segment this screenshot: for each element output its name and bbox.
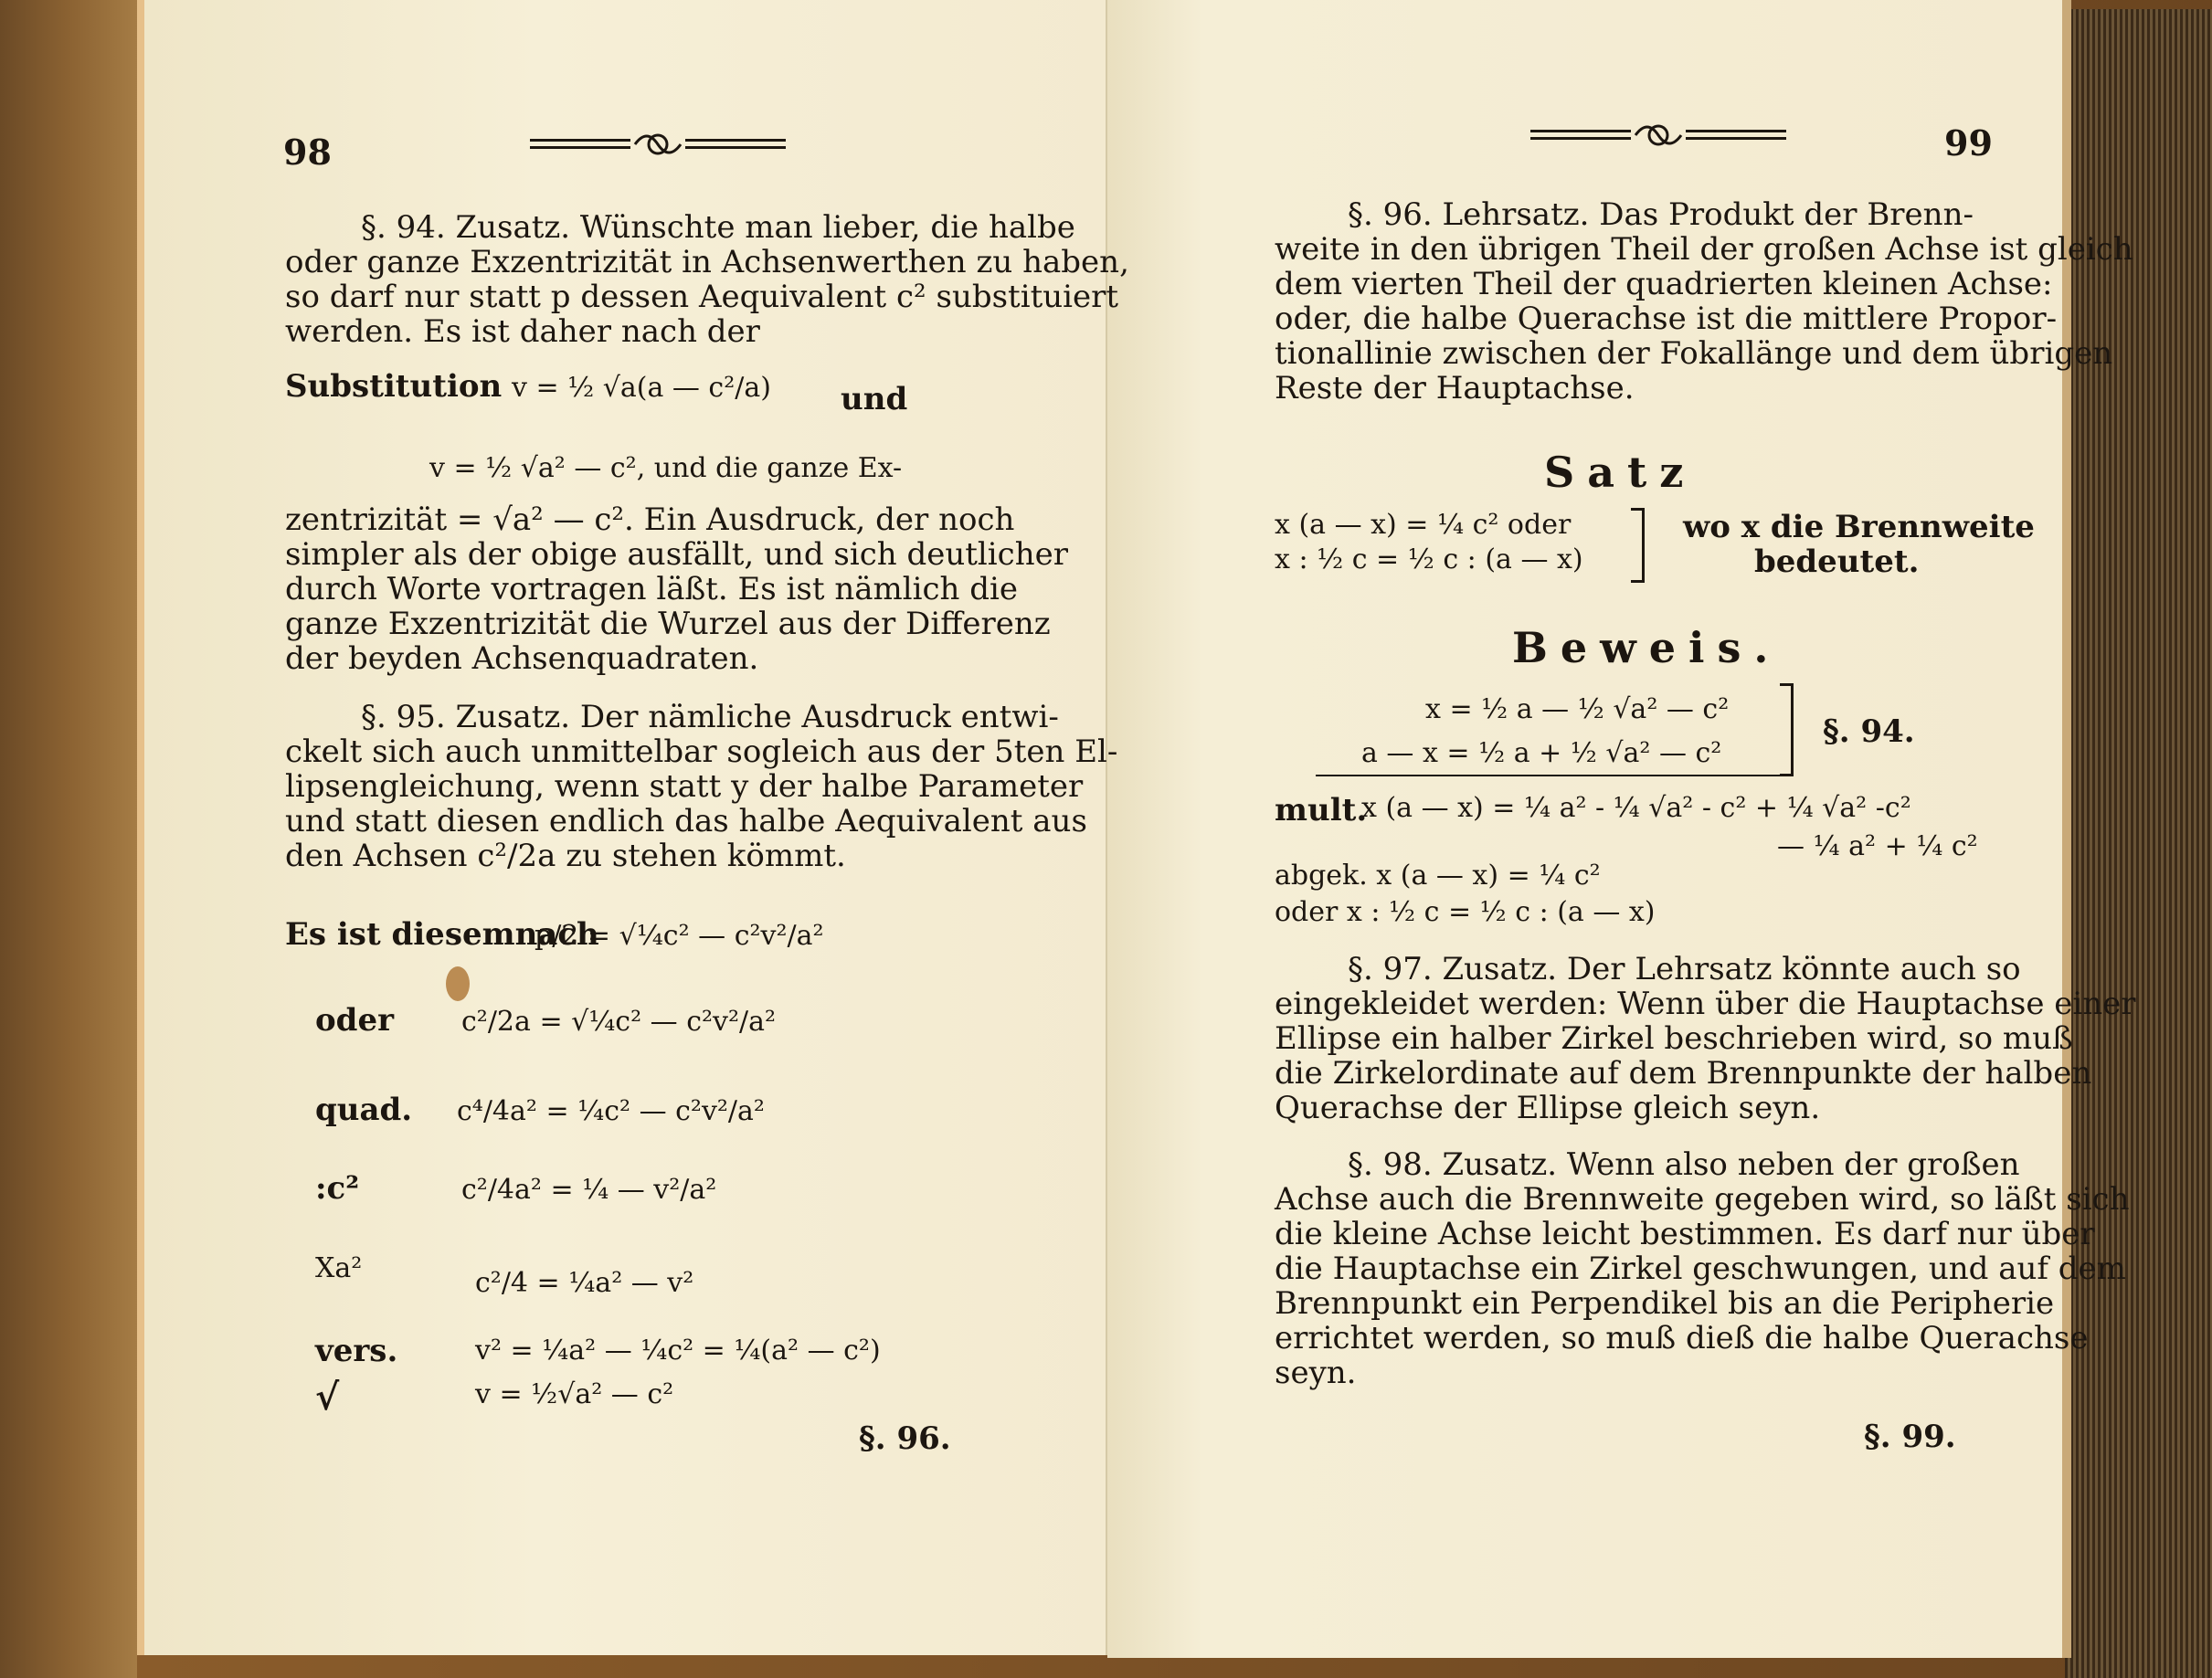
para94-line2: oder ganze Exzentrizität in Achsenwerthen zu haben, [285,244,1129,280]
page-number-left: 98 [283,132,332,173]
header-ornament-left-icon [530,126,786,163]
para94-cont-line3: durch Worte vortragen läßt. Es ist nämlich die [285,571,1018,607]
es-ist-label: Es ist diesemnach [285,916,599,953]
derivation-label-5: Xa² [315,1252,363,1284]
beweis-rule [1316,775,1782,776]
substitution-formula: v = ½ √a(a — c²/a) [512,372,771,404]
para98-line1: §. 98. Zusatz. Wenn also neben der großen [1348,1146,2020,1183]
satz-brace [1631,508,1645,583]
catchword-right: §. 99. [1864,1419,1956,1455]
beweis-line2: a — x = ½ a + ½ √a² — c² [1361,737,1722,769]
para97-line4: die Zirkelordinate auf dem Brennpunkte der halben [1275,1055,2092,1092]
mult-label: mult. [1275,792,1368,828]
para95-line3: lipsengleichung, wenn statt y der halbe Parameter [285,768,1084,805]
satz-line1: x (a — x) = ¼ c² oder [1275,509,1572,541]
substitution-label: Substitution [285,368,503,405]
para95-line1: §. 95. Zusatz. Der nämliche Ausdruck entwi- [361,699,1059,735]
page-number-right: 99 [1944,122,1993,164]
beweis-brace [1780,683,1794,776]
derivation-label-2: oder [315,1002,394,1039]
beweis-reference: §. 94. [1823,713,1915,750]
para96-line5: tionallinie zwischen der Fokallänge und dem übrigen [1275,335,2113,372]
satz-heading: Satz [1544,448,1697,497]
derivation-label-3: quad. [315,1092,413,1128]
derivation-label-6: vers. [315,1333,398,1369]
para94-cont-line2: simpler als der obige ausfällt, und sich deutlicher [285,536,1068,573]
ink-smudge [446,966,470,1001]
para96-line6: Reste der Hauptachse. [1275,370,1635,406]
para98-line2: Achse auch die Brennweite gegeben wird, so läßt sich [1275,1181,2130,1218]
book-cover-left-edge [0,0,137,1678]
para98-line6: errichtet werden, so muß dieß die halbe Querachse [1275,1320,2089,1356]
para97-line2: eingekleidet werden: Wenn über die Hauptachse einer [1275,986,2136,1022]
formula-v-line: v = ½ √a² — c², und die ganze Ex- [429,452,903,484]
satz-line2: x : ½ c = ½ c : (a — x) [1275,544,1583,575]
para96-line3: dem vierten Theil der quadrierten kleinen Achse: [1275,266,2053,302]
para94-line3: so darf nur statt p dessen Aequivalent c² substituiert [285,279,1119,315]
catchword-left: §. 96. [859,1420,951,1457]
para95-line2: ckelt sich auch unmittelbar sogleich aus der 5ten El- [285,733,1118,770]
derivation-row-2: c²/2a = √¼c² — c²v²/a² [461,1006,777,1038]
header-ornament-right-icon [1530,117,1786,153]
para98-line7: seyn. [1275,1355,1357,1391]
para94-line4: werden. Es ist daher nach der [285,313,760,350]
para94-cont-line4: ganze Exzentrizität die Wurzel aus der Differenz [285,606,1051,642]
para98-line4: die Hauptachse ein Zirkel geschwungen, und auf dem [1275,1251,2126,1287]
derivation-row-6: v² = ¼a² — ¼c² = ¼(a² — c²) [475,1335,881,1367]
derivation-row-3: c⁴/4a² = ¼c² — c²v²/a² [457,1095,765,1127]
mult-line2: — ¼ a² + ¼ c² [1777,830,1978,862]
derivation-label-7: √ [315,1376,340,1419]
derivation-row-1: p/2 = √¼c² — c²v²/a² [534,920,824,952]
para96-line4: oder, die halbe Querachse ist die mittlere Propor- [1275,301,2058,337]
para94-line1: §. 94. Zusatz. Wünschte man lieber, die halbe [361,209,1075,246]
beweis-line1: x = ½ a — ½ √a² — c² [1425,693,1730,725]
oder-line: oder x : ½ c = ½ c : (a — x) [1275,896,1656,928]
para94-cont-line5: der beyden Achsenquadraten. [285,640,759,677]
und-label: und [841,381,908,417]
satz-note-line2: bedeutet. [1754,544,1920,580]
abgek-line: abgek. x (a — x) = ¼ c² [1275,860,1601,892]
para97-line3: Ellipse ein halber Zirkel beschrieben wird, so muß [1275,1020,2073,1057]
para98-line5: Brennpunkt ein Perpendikel bis an die Peripherie [1275,1285,2055,1322]
derivation-row-5: c²/4 = ¼a² — v² [475,1267,694,1299]
para95-line5: den Achsen c²/2a zu stehen kömmt. [285,838,846,874]
para94-cont-line1: zentrizität = √a² — c². Ein Ausdruck, der noch [285,501,1015,538]
para95-line4: und statt diesen endlich das halbe Aequivalent aus [285,803,1087,839]
satz-note-line1: wo x die Brennweite [1683,509,2035,545]
derivation-label-4: :c² [315,1170,360,1207]
derivation-row-4: c²/4a² = ¼ — v²/a² [461,1174,717,1206]
mult-line1: x (a — x) = ¼ a² - ¼ √a² - c² + ¼ √a² -c² [1361,792,1911,824]
para97-line5: Querachse der Ellipse gleich seyn. [1275,1090,1821,1126]
derivation-row-7: v = ½√a² — c² [475,1378,674,1410]
beweis-heading: Beweis. [1512,623,1782,672]
para98-line3: die kleine Achse leicht bestimmen. Es darf nur über [1275,1216,2095,1252]
para96-line1: §. 96. Lehrsatz. Das Produkt der Brenn- [1348,196,1974,233]
para96-line2: weite in den übrigen Theil der großen Achse ist gleich [1275,231,2133,268]
para97-line1: §. 97. Zusatz. Der Lehrsatz könnte auch so [1348,951,2021,987]
